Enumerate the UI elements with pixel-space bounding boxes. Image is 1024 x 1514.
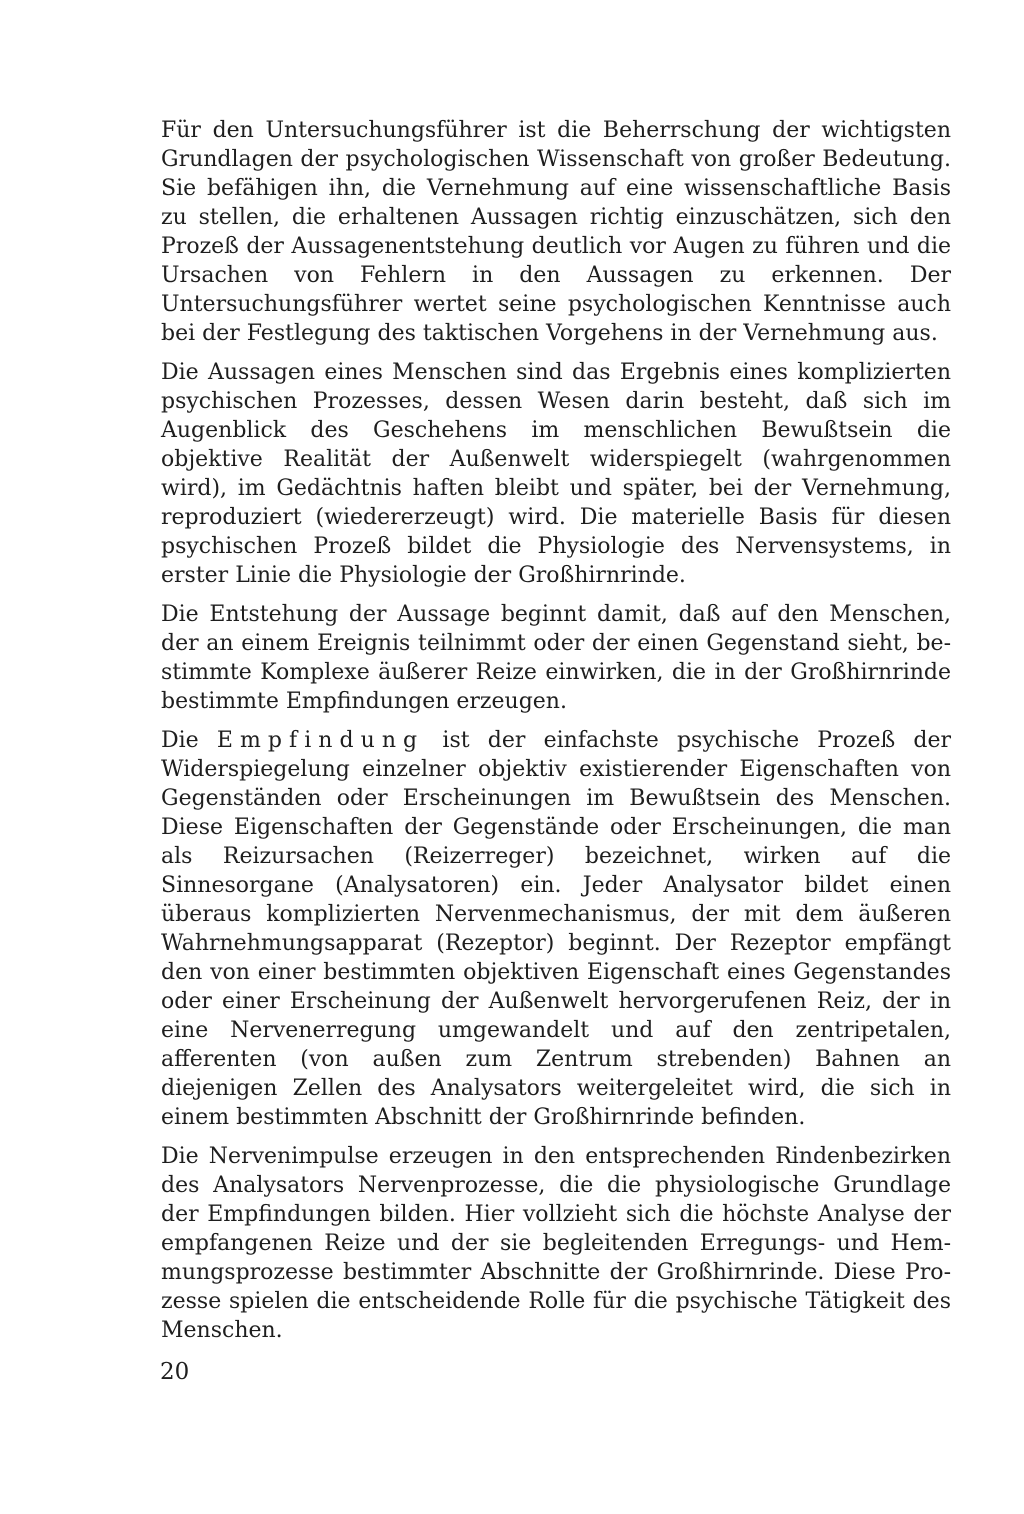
paragraph-3: Die Entstehung der Aussage beginnt damit, daß auf den Menschen, der an einem Ereignis teilnimmt oder der einen Gegenstand sieht, bestimmte Komplexe äußerer Reize einwirken, die in der Großhirnrinde bestimmte Empfindungen erzeugen. [161, 602, 951, 714]
paragraph-1: Für den Untersuchungsführer ist die Beherrschung der wichtigsten Grundlagen der psychologischen Wissenschaft von großer Bedeutung. Sie befähigen ihn, die Vernehmung auf eine wissenschaftliche Basis zu stellen, die erhaltenen Aussagen richtig einzuschätzen, sich den Prozeß der Aussagenentstehung deutlich vor Augen zu führen und die Ursachen von Fehlern in den Aussagen zu erkennen. Der Untersuchungsführer wertet seine psychologischen Kenntnisse auch bei der Festlegung des taktischen Vorgehens in der Vernehmung aus. [161, 118, 951, 346]
paragraph-2: Die Aussagen eines Menschen sind das Ergebnis eines komplizierten psychischen Prozesses, dessen Wesen darin besteht, daß sich im Augenblick des Geschehens im menschlichen Bewußtsein die objektive Realität der Außenwelt widerspiegelt (wahrgenommen wird), im Gedächtnis haften bleibt und später, bei der Vernehmung, reproduziert (wiedererzeugt) wird. Die materielle Basis für diesen psychischen Prozeß bildet die Physiologie des Nervensystems, in erster Linie die Physiologie der Großhirnrinde. [161, 360, 951, 588]
paragraph-4 [161, 726, 951, 1132]
page-number: 20 [160, 1359, 190, 1385]
paragraph-4-rest: ist der einfachste psychische Prozeß der Widerspiegelung einzelner objektiv existierender Eigenschaften von Gegenständen oder Erscheinungen im Bewußtsein des Menschen. Diese Eigenschaften der Gegenstände oder Erscheinungen, die man als Reizursachen (Reizerreger) bezeichnet, wirken auf die Sinnesorgane (Analysatoren) ein. Jeder Analysator bildet einen überaus komplizierten Nervenmechanismus, der mit dem äußeren Wahrnehmungsapparat (Rezeptor) beginnt. Der Rezeptor empfängt den von einer bestimmten objektiven Eigenschaft eines Gegenstandes oder einer Erscheinung der Außenwelt hervorgerufenen Reiz, der in eine Nervenerregung umgewandelt und auf den zentripetalen, afferenten (von außen zum Zentrum strebenden) Bahnen an diejenigen Zellen des Analysators weitergeleitet wird, die sich in einem bestimmten Abschnitt der Großhirnrinde befinden. [161, 728, 951, 1130]
emphasized-term: Empfindung [216, 728, 425, 753]
paragraph-5: Die Nervenimpulse erzeugen in den entsprechenden Rindenbezirken des Analysators Nervenprozesse, die die physiologische Grundlage der Empfindungen bilden. Hier vollzieht sich die höchste Analyse der empfangenen Reize und der sie begleitenden Erregungs- und Hemmungsprozesse bestimmter Abschnitte der Großhirnrinde. Diese Prozesse spielen die entscheidende Rolle für die psychische Tätigkeit des Menschen. [161, 1144, 951, 1343]
paragraph-4-lead: Die [161, 728, 217, 753]
body-text [161, 116, 951, 1355]
